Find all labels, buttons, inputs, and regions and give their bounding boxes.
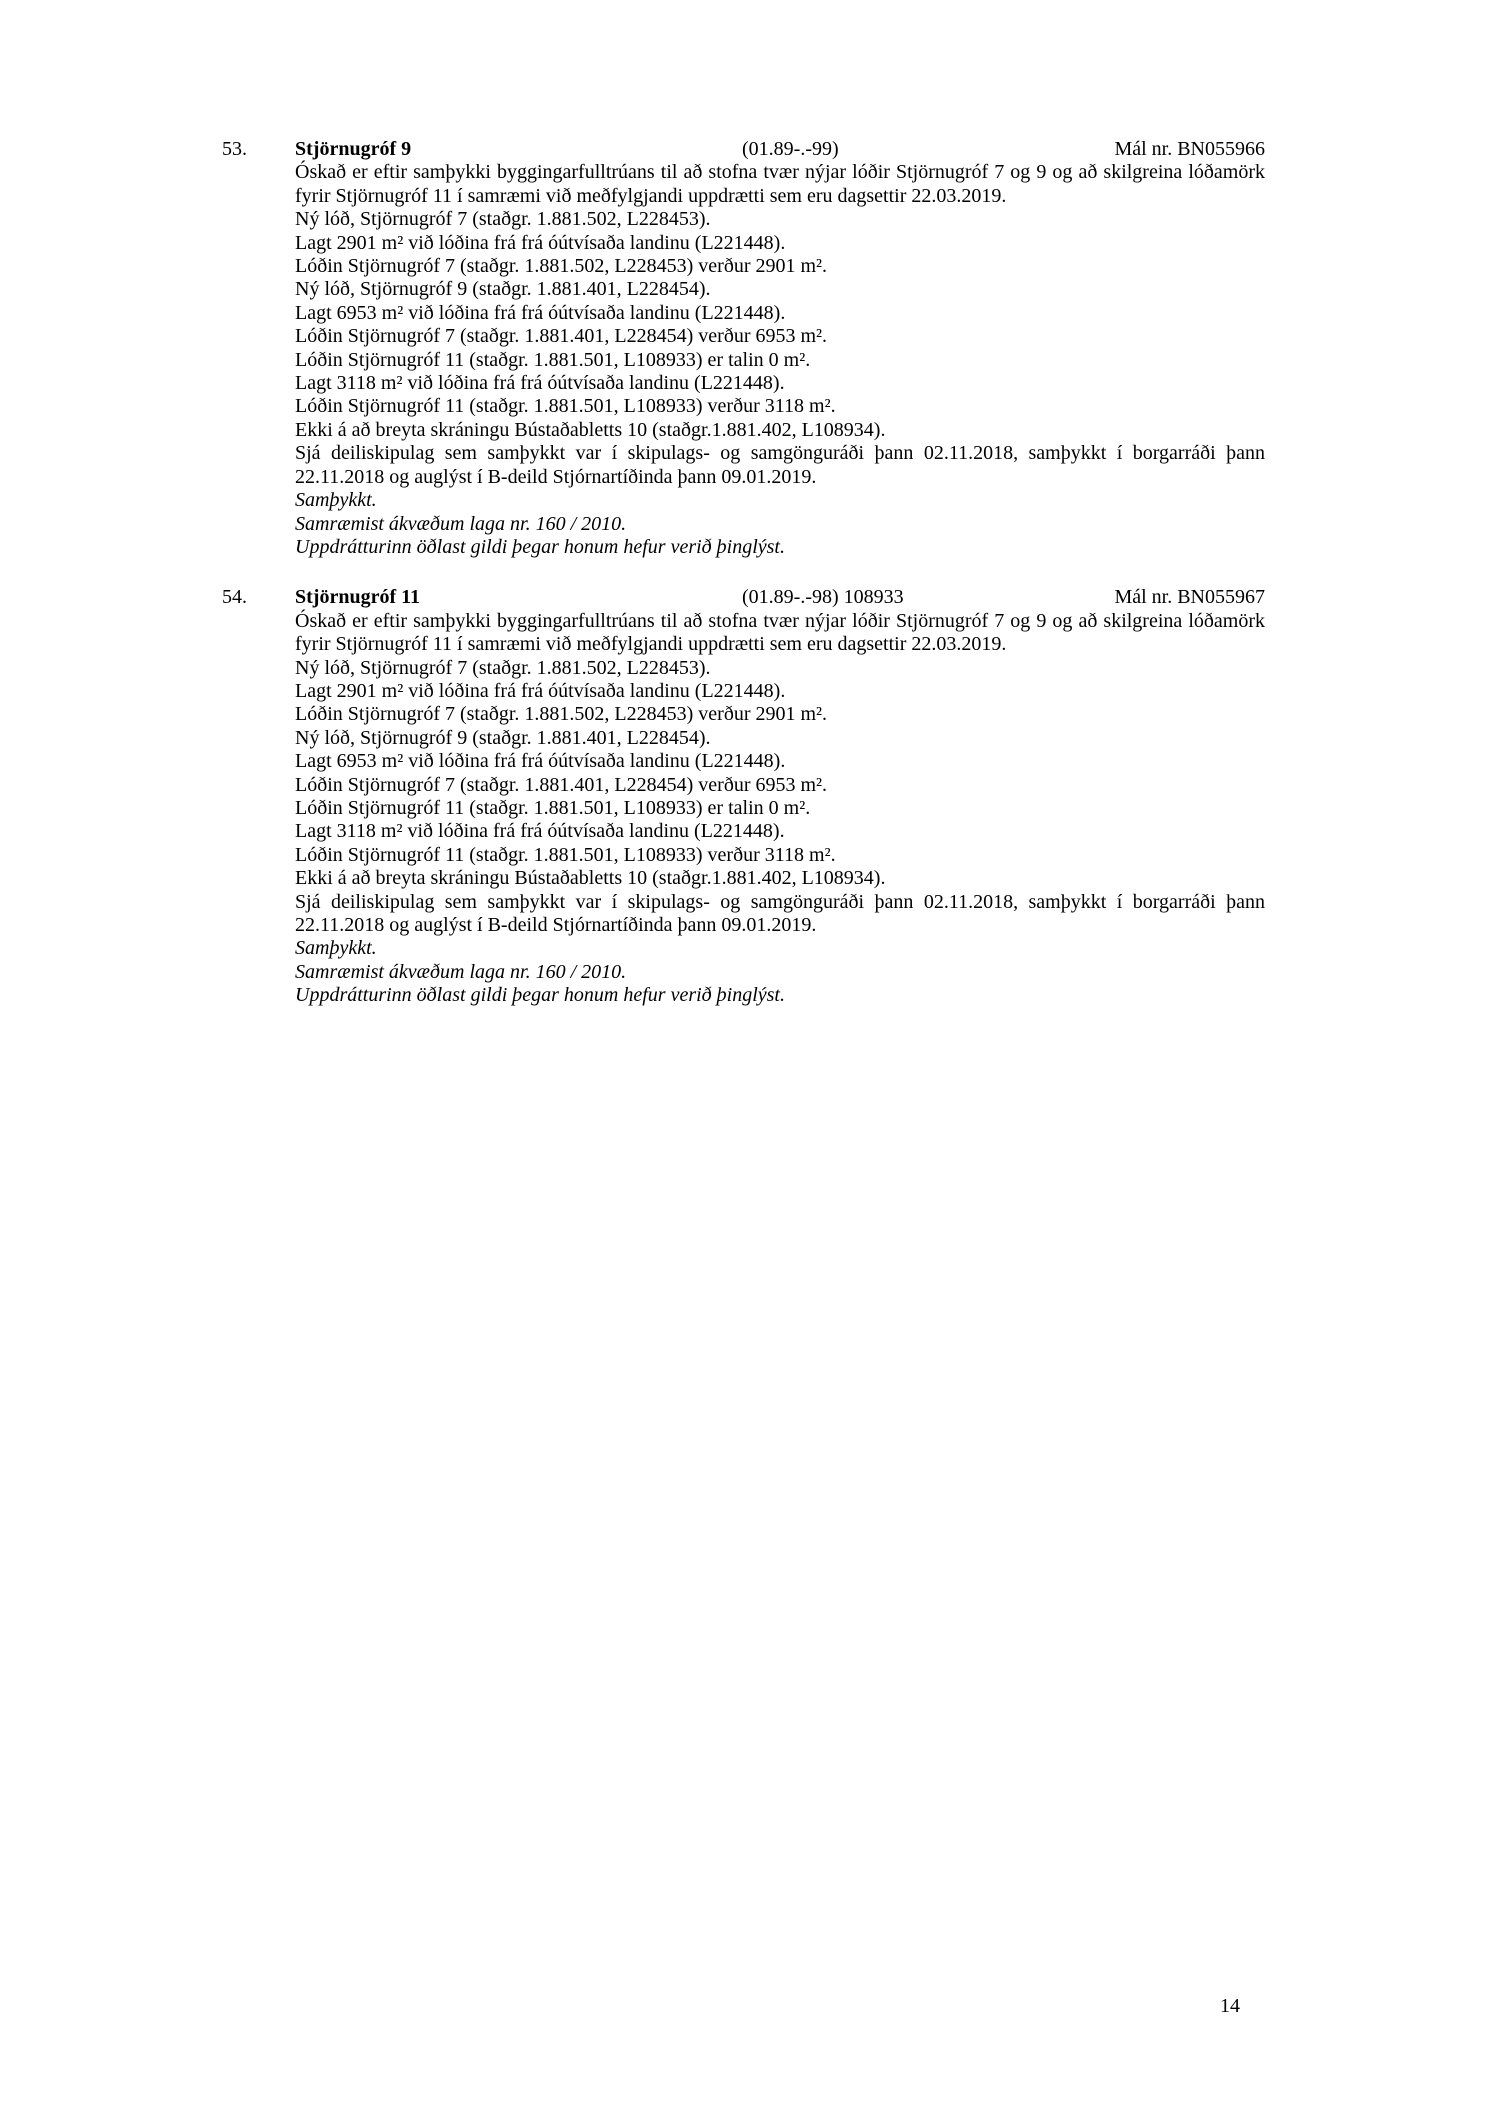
item-body-line: Ný lóð, Stjörnugróf 9 (staðgr. 1.881.401, L228454).	[295, 726, 711, 749]
item-body-line: Lóðin Stjörnugróf 7 (staðgr. 1.881.502, L228453) verður 2901 m².	[295, 255, 828, 278]
item-case-number: Mál nr. BN055967	[1114, 586, 1265, 609]
minutes-content	[222, 138, 1265, 1035]
page-number: 14	[1220, 1995, 1240, 2017]
item-body-italic: Uppdrátturinn öðlast gildi þegar honum hefur verið þinglýst.	[295, 535, 785, 558]
item-header	[295, 586, 1265, 609]
item-body-line: Lagt 6953 m² við lóðina frá frá óútvísaða landinu (L221448).	[295, 750, 786, 773]
item-number: 53.	[222, 138, 247, 160]
item-body-italic: Uppdrátturinn öðlast gildi þegar honum hefur verið þinglýst.	[295, 984, 785, 1007]
item-reference: (01.89-.-99)	[742, 138, 839, 160]
item-body-line: Lóðin Stjörnugróf 11 (staðgr. 1.881.501, L108933) er talin 0 m².	[295, 348, 811, 371]
item-body-line: Ný lóð, Stjörnugróf 7 (staðgr. 1.881.502, L228453).	[295, 208, 711, 231]
agenda-item-53	[222, 138, 1265, 559]
item-body-para: Óskað er eftir samþykki byggingarfulltrúans til að stofna tvær nýjar lóðir Stjörnugróf 7 og 9 og að skilgreina lóðamörk fyrir Stjörnugróf 11 í samræmi við meðfylgjandi uppdrætti sem eru dagsettir 22.03.2019.	[295, 609, 1265, 656]
item-number: 54.	[222, 586, 247, 609]
item-title: Stjörnugróf 11	[295, 586, 420, 609]
agenda-item-54	[222, 586, 1265, 1007]
item-body-para: Óskað er eftir samþykki byggingarfulltrúans til að stofna tvær nýjar lóðir Stjörnugróf 7 og 9 og að skilgreina lóðamörk fyrir Stjörnugróf 11 í samræmi við meðfylgjandi uppdrætti sem eru dagsettir 22.03.2019.	[295, 161, 1265, 207]
item-body-italic: Samræmist ákvæðum laga nr. 160 / 2010.	[295, 960, 627, 983]
item-reference: (01.89-.-98) 108933	[742, 586, 904, 609]
item-body-para: Sjá deiliskipulag sem samþykkt var í skipulags- og samgönguráði þann 02.11.2018, samþykkt í borgarráði þann 22.11.2018 og auglýst í B-deild Stjórnartíðinda þann 09.01.2019.	[295, 890, 1265, 936]
item-body-line: Ekki á að breyta skráningu Bústaðabletts 10 (staðgr.1.881.402, L108934).	[295, 418, 886, 441]
item-body-line: Lagt 3118 m² við lóðina frá frá óútvísaða landinu (L221448).	[295, 372, 785, 395]
item-body-line: Lagt 3118 m² við lóðina frá frá óútvísaða landinu (L221448).	[295, 820, 785, 843]
item-body-italic: Samþykkt.	[295, 937, 377, 960]
item-body-italic: Samræmist ákvæðum laga nr. 160 / 2010.	[295, 512, 627, 535]
item-body-line: Ekki á að breyta skráningu Bústaðabletts 10 (staðgr.1.881.402, L108934).	[295, 867, 886, 890]
item-case-number: Mál nr. BN055966	[1114, 138, 1265, 160]
item-header	[295, 138, 1265, 161]
item-body-line: Lóðin Stjörnugróf 11 (staðgr. 1.881.501, L108933) er talin 0 m².	[295, 796, 811, 819]
item-body	[295, 161, 1265, 559]
item-body-line: Ný lóð, Stjörnugróf 7 (staðgr. 1.881.502, L228453).	[295, 656, 711, 679]
item-body-line: Lóðin Stjörnugróf 7 (staðgr. 1.881.401, L228454) verður 6953 m².	[295, 325, 828, 348]
item-body-para: Sjá deiliskipulag sem samþykkt var í skipulags- og samgönguráði þann 02.11.2018, samþykkt í borgarráði þann 22.11.2018 og auglýst í B-deild Stjórnartíðinda þann 09.01.2019.	[295, 442, 1265, 488]
item-body-line: Lagt 6953 m² við lóðina frá frá óútvísaða landinu (L221448).	[295, 301, 786, 324]
item-body-line: Lóðin Stjörnugróf 11 (staðgr. 1.881.501, L108933) verður 3118 m².	[295, 843, 836, 866]
item-body	[295, 610, 1265, 1008]
item-body-italic: Samþykkt.	[295, 489, 377, 512]
item-body-line: Lagt 2901 m² við lóðina frá frá óútvísaða landinu (L221448).	[295, 679, 786, 702]
item-body-line: Lóðin Stjörnugróf 11 (staðgr. 1.881.501, L108933) verður 3118 m².	[295, 395, 836, 418]
item-title: Stjörnugróf 9	[295, 138, 412, 160]
item-body-line: Lagt 2901 m² við lóðina frá frá óútvísaða landinu (L221448).	[295, 231, 786, 254]
item-body-line: Ný lóð, Stjörnugróf 9 (staðgr. 1.881.401, L228454).	[295, 278, 711, 301]
item-body-line: Lóðin Stjörnugróf 7 (staðgr. 1.881.401, L228454) verður 6953 m².	[295, 773, 828, 796]
item-body-line: Lóðin Stjörnugróf 7 (staðgr. 1.881.502, L228453) verður 2901 m².	[295, 703, 828, 726]
